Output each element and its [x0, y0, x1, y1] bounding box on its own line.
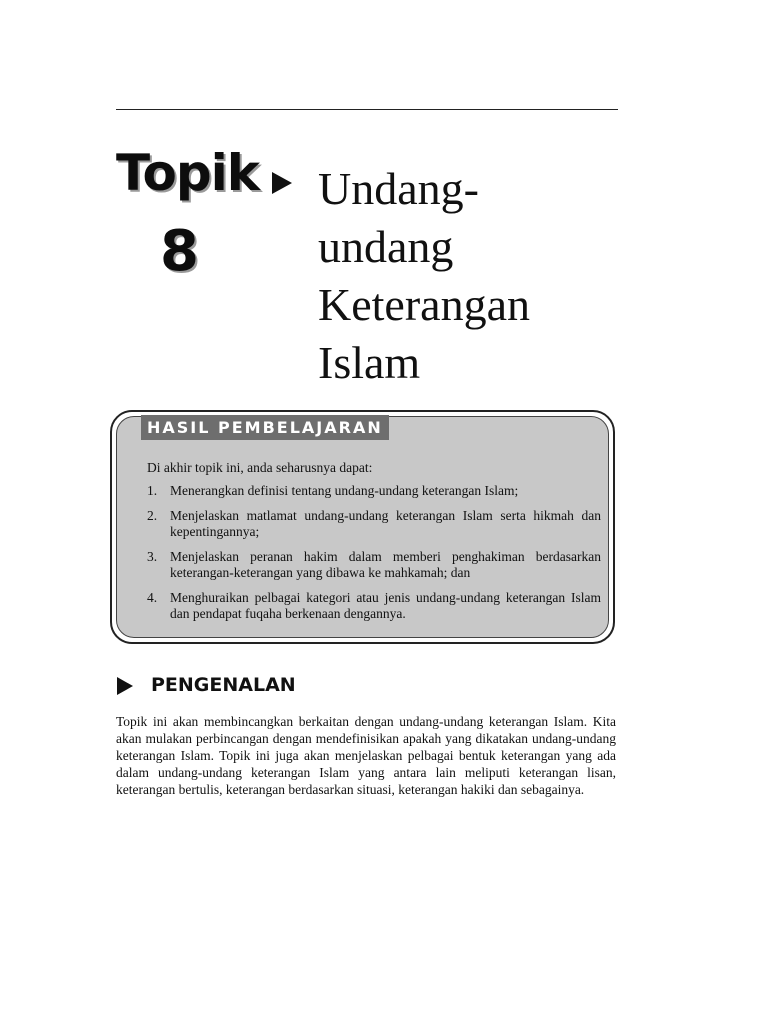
list-item-number: 3.	[147, 549, 158, 564]
learning-outcomes-box	[110, 410, 615, 644]
learning-outcomes-list	[147, 483, 601, 631]
chapter-title	[318, 160, 618, 392]
list-item	[147, 590, 601, 622]
list-item	[147, 483, 601, 499]
learning-outcomes-panel	[116, 416, 609, 638]
learning-outcomes-intro: Di akhir topik ini, anda seharusnya dapat:	[147, 460, 373, 475]
chapter-title-line: Keterangan	[318, 279, 530, 330]
list-item	[147, 549, 601, 581]
list-item-number: 4.	[147, 590, 158, 605]
topic-number: 8	[160, 219, 199, 284]
triangle-right-icon	[117, 677, 133, 695]
list-item-text: Menjelaskan matlamat undang-undang keterangan Islam serta hikmah dan kepentingannya;	[170, 508, 601, 539]
list-item	[147, 508, 601, 540]
list-item-number: 2.	[147, 508, 158, 523]
chapter-title-line: Undang-	[318, 163, 479, 214]
intro-paragraph: Topik ini akan membincangkan berkaitan dengan undang-undang keterangan Islam. Kita akan mulakan perbincangan dengan mendefinisikan apakah yang dikatakan undang-undang keterangan Islam. Topik ini juga akan menjelaskan pelbagai bentuk keterangan yang ada dalam undang-undang keterangan Islam yang antara lain meliputi keterangan lisan, keterangan bertulis, keterangan berdasarkan situasi, keterangan hakiki dan sebagainya.	[116, 714, 616, 797]
top-rule	[116, 109, 618, 110]
topic-label: Topik	[116, 144, 259, 202]
learning-outcomes-header: HASIL PEMBELAJARAN	[141, 415, 389, 440]
chapter-title-line: Islam	[318, 337, 421, 388]
list-item-text: Menerangkan definisi tentang undang-undang keterangan Islam;	[170, 483, 519, 498]
list-item-text: Menjelaskan peranan hakim dalam memberi penghakiman berdasarkan keterangan-keterangan yang dibawa ke mahkamah; dan	[170, 549, 601, 580]
list-item-text: Menghuraikan pelbagai kategori atau jenis undang-undang keterangan Islam dan pendapat fuqaha berkenaan dengannya.	[170, 590, 601, 621]
chapter-title-line: undang	[318, 221, 454, 272]
list-item-number: 1.	[147, 483, 158, 498]
section-heading: PENGENALAN	[151, 674, 296, 696]
triangle-right-icon	[272, 172, 292, 194]
